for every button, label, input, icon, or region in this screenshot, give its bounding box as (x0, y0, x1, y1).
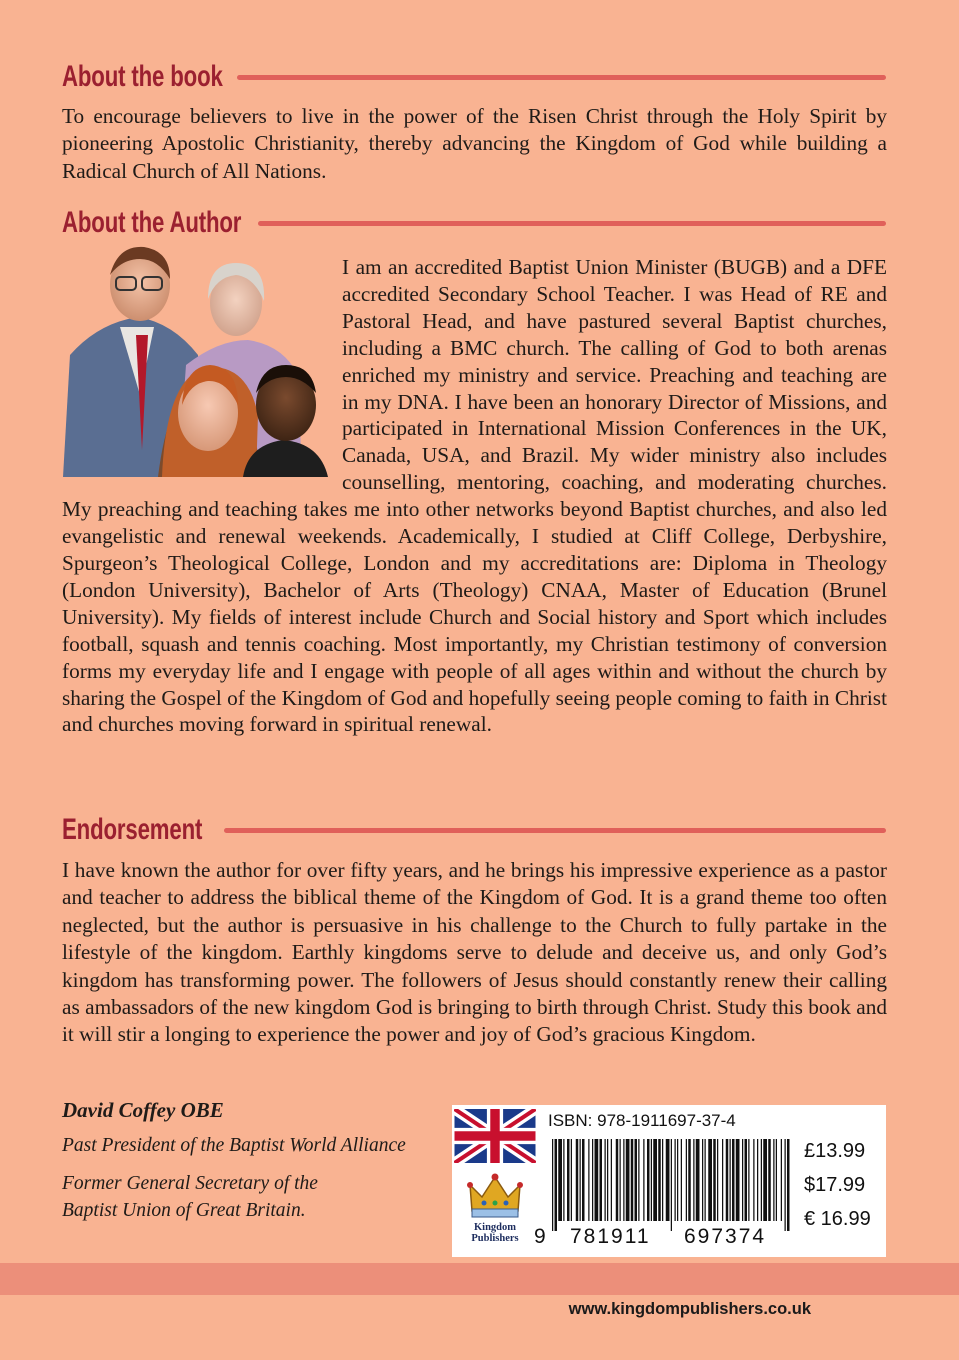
barcode-bar (631, 1139, 634, 1221)
barcode-bar (638, 1139, 639, 1221)
endorser-role-1: Past President of the Baptist World Alliance (62, 1135, 406, 1156)
endorser-name: David Coffey OBE (62, 1098, 224, 1122)
barcode-bar (605, 1139, 606, 1221)
barcode-bar (647, 1139, 650, 1221)
heading-rule (224, 828, 886, 833)
crown-logo-icon (466, 1171, 524, 1221)
barcode-bar (745, 1139, 748, 1221)
barcode-bar (675, 1139, 676, 1221)
barcode-bar (671, 1139, 672, 1231)
barcode-bar (686, 1139, 687, 1221)
barcode-bar (592, 1139, 593, 1221)
barcode-bar (748, 1139, 749, 1221)
about-author-heading: About the Author (62, 206, 242, 239)
barcode-bar (653, 1139, 657, 1221)
publisher-name-line-2: Publishers (471, 1233, 519, 1244)
barcode-bar (595, 1139, 599, 1221)
about-book-text: To encourage believers to live in the power of the Risen Christ through the Holy Spirit by pioneering Apostolic Christianity, thereby advancing the Kingdom of God while building a Radical Church of All Nations. (62, 104, 887, 183)
barcode-bar (576, 1139, 579, 1221)
endorsement-heading: Endorsement (62, 813, 203, 846)
barcode-bar (567, 1139, 570, 1221)
about-book-header (62, 60, 886, 94)
barcode-bar (708, 1139, 712, 1221)
barcode-bar (787, 1139, 790, 1231)
barcode-bar (580, 1139, 581, 1221)
barcode-bar (582, 1139, 585, 1221)
barcode-bar (600, 1139, 603, 1221)
barcode-bar (626, 1139, 630, 1221)
barcode-bar (753, 1139, 754, 1221)
heading-rule (237, 75, 886, 80)
barcode-bar (651, 1139, 652, 1221)
price-gbp: £13.99 (804, 1140, 866, 1162)
barcode-bars (552, 1139, 790, 1231)
barcode-bar (713, 1139, 716, 1221)
barcode-bar (616, 1139, 619, 1221)
barcode-bar (702, 1139, 703, 1221)
barcode-bar (563, 1139, 564, 1221)
about-book-heading: About the book (62, 60, 223, 93)
barcode-bar (761, 1139, 762, 1221)
barcode-bar (732, 1139, 735, 1221)
about-author-body: I am an accredited Baptist Union Minister (BUGB) and a DFE accredited Secondary School Teacher. I was Head of RE and Pastoral Head, and have pastured several Baptist churches, including a BMC church. The calling of God to both arenas enriched my ministry and service. Preaching and teaching are in my DNA. I have been an honorary Director of Missions, and participated in International Mission Conferences in the UK, Canada, USA, and Brazil. My wider ministry also includes counselling, mentoring, coaching, and moderating churches. My preaching and teaching takes me into other networks beyond Baptist churches, and also led evangelistic and renewal weekends. Academically, I studied at Cliff College, Derbyshire, Spurgeon’s Theological College, London and my accreditations are: Diploma in Theology (London University), Bachelor of Arts (Theology) CNAA, Master of Education (Brunel University). My fields of interest include Church and Social history and Sport which includes football, squash and tennis coaching. Most importantly, my Christian testimony of conversion forms my everyday life and I engage with people of all ages within and without the church by sharing the Gospel of the Kingdom of God and hopefully seeing people coming to faith in Christ and churches moving forward in spiritual renewal. (62, 255, 887, 737)
barcode-bar (730, 1139, 731, 1221)
barcode-bar (658, 1139, 661, 1221)
barcode-digits-group-1: 781911 (570, 1225, 651, 1248)
barcode-bar (643, 1139, 644, 1221)
barcode-bar (571, 1139, 572, 1221)
about-author-text (62, 254, 887, 738)
price-usd: $17.99 (804, 1174, 866, 1196)
barcode-bar (717, 1139, 718, 1221)
barcode-bar (763, 1139, 767, 1221)
barcode-bar (693, 1139, 694, 1221)
barcode-bar (552, 1139, 553, 1231)
barcode-bar (773, 1139, 774, 1221)
barcode-bar (555, 1139, 558, 1231)
publisher-name-line-1: Kingdom (473, 1222, 516, 1233)
barcode-bar (776, 1139, 777, 1221)
barcode-bar (742, 1139, 743, 1221)
barcode-bar (558, 1139, 562, 1221)
barcode-bar (620, 1139, 621, 1221)
barcode-bar (781, 1139, 782, 1221)
heading-rule (258, 221, 886, 226)
barcode-digits-group-2: 697374 (684, 1225, 767, 1248)
barcode-bar (768, 1139, 771, 1221)
barcode-bar (607, 1139, 608, 1221)
barcode-bar (666, 1139, 670, 1221)
barcode-bar (736, 1139, 740, 1221)
website-link[interactable]: www.kingdompublishers.co.uk (568, 1300, 811, 1318)
barcode-bar (662, 1139, 663, 1221)
endorsement-header (62, 813, 886, 847)
publisher-logo-label (456, 1222, 534, 1244)
barcode-bar (757, 1139, 758, 1221)
endorsement-text: I have known the author for over fifty years, and he brings his impressive experience as a pastor and teacher to address the biblical theme of the Kingdom of God. It is a grand theme too often neglected, but the author is persuasive in his challenge to the Church to fully partake in the lifestyle of the kingdom. Earthly kingdoms serve to delude and deceive us, and only God’s kingdom has transforming power. The followers of Jesus should constantly renew their calling as ambassadors of the new kingdom God is bringing to birth through Christ. Study this book and it will stir a longing to experience the power and joy of God’s gracious Kingdom. (62, 858, 887, 1047)
barcode-box (452, 1105, 886, 1257)
price-eur: € 16.99 (804, 1208, 871, 1230)
barcode-bar (785, 1139, 786, 1231)
barcode-bar (635, 1139, 638, 1221)
endorser-role-2-line-2: Baptist Union of Great Britain. (62, 1200, 306, 1221)
barcode-bar (696, 1139, 700, 1221)
about-author-header (62, 206, 886, 240)
barcode-bar (611, 1139, 612, 1221)
barcode-bar (588, 1139, 589, 1221)
barcode-bar (681, 1139, 682, 1221)
barcode-bar (623, 1139, 624, 1221)
barcode-bar (688, 1139, 691, 1221)
isbn-label: ISBN: 978-1911697-37-4 (548, 1111, 736, 1130)
barcode-bar (705, 1139, 706, 1221)
barcode-bar (726, 1139, 729, 1221)
barcode-digit-lead: 9 (534, 1225, 546, 1248)
endorser-role-2-line-1: Former General Secretary of the (62, 1173, 318, 1194)
barcode-bar (722, 1139, 723, 1221)
barcode-bar (677, 1139, 678, 1221)
footer-band (0, 1263, 959, 1295)
union-jack-icon (454, 1109, 536, 1163)
